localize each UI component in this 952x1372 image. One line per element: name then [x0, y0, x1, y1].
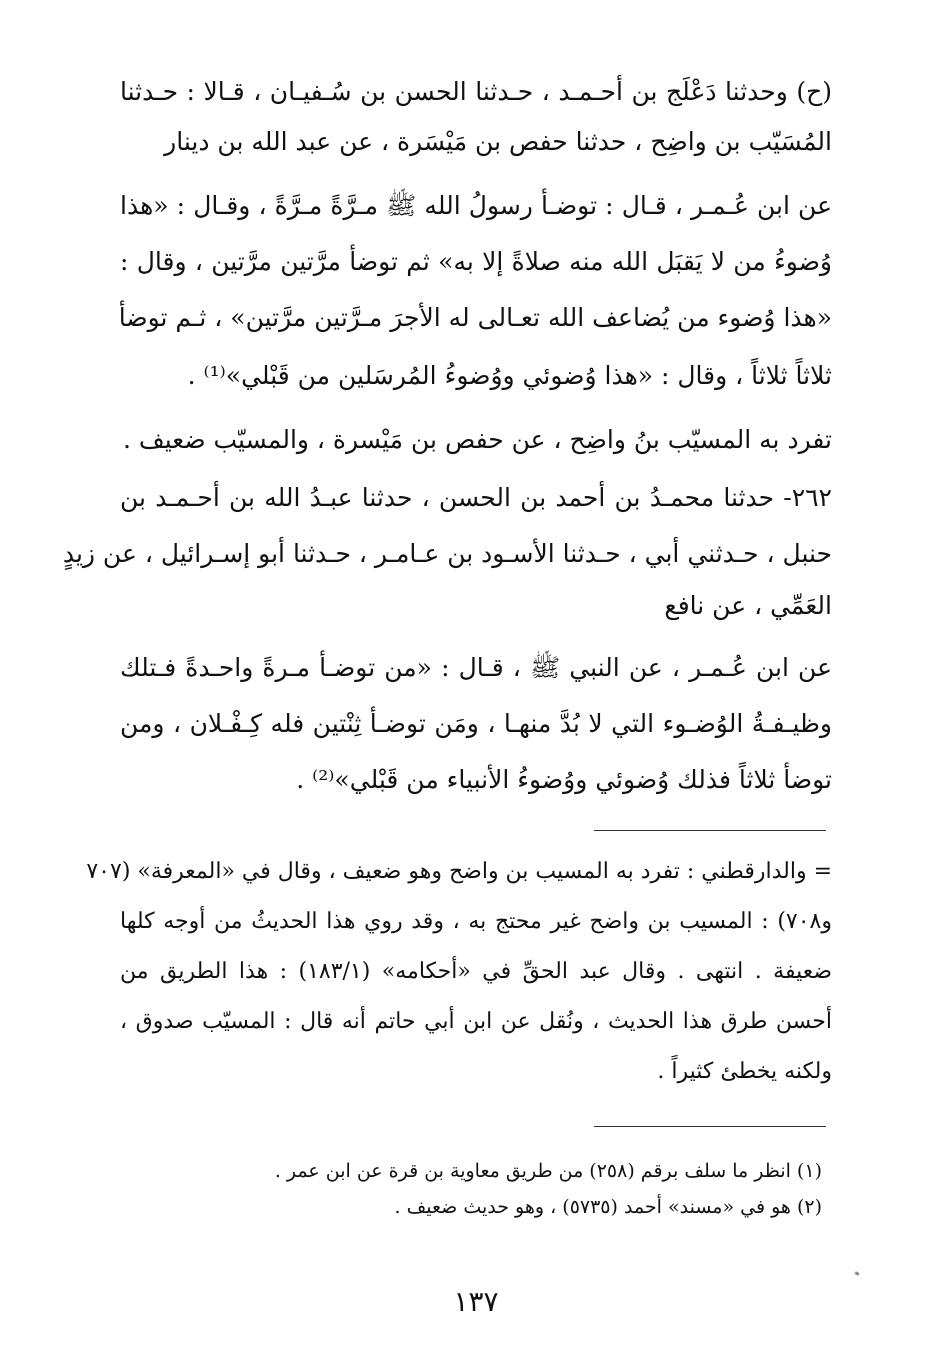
page-number: ١٣٧: [453, 1285, 499, 1318]
main-line: (ح) وحدثنا دَعْلَج بن أحـمـد ، حـدثنا الحسن بن سُـفيـان ، قـالا : حـدثنا: [120, 77, 832, 106]
main-line: وُضوءُ من لا يَقبَل الله منه صلاةً إلا به» ثم توضأ مرَّتين مرَّتين ، وقال :: [120, 247, 832, 276]
footnote-separator: [594, 830, 826, 831]
main-line: تفرد به المسيّب بنُ واضِح ، عن حفص بن مَيْسرة ، والمسيّب ضعيف .: [122, 425, 832, 454]
footnote-separator: [594, 1126, 826, 1127]
main-line: «هذا وُضوء من يُضاعف الله تعـالى له الأجرَ مـرَّتين مرَّتين» ، ثـم توضأ: [118, 303, 832, 332]
main-line: عن ابن عُـمـر ، قـال : توضـأ رسولُ الله ﷺ مـرَّةً مـرَّةً ، وقـال : «هذا: [120, 191, 832, 220]
footnote-item: (١) انظر ما سلف برقم (٢٥٨) من طريق معاوية بن قرة عن ابن عمر .: [274, 1160, 822, 1182]
main-line: عن ابن عُـمـر ، عن النبي ﷺ ، قـال : «من توضـأ مـرةً واحـدةً فـتلك: [120, 653, 832, 682]
main-line: العَمِّي ، عن نافع: [664, 591, 832, 620]
main-line: توضأ ثلاثاً فذلك وُضوئي ووُضوءُ الأنبياء من قَبْلي»⁽²⁾ .: [296, 765, 832, 794]
scan-speck: [855, 1271, 860, 1276]
footnote-line: ضعيفة . انتهى . وقال عبد الحقِّ في «أحكامه» (١٨٣/١) : هذا الطريق من: [120, 959, 832, 984]
footnote-line: و٧٠٨) : المسيب بن واضح غير محتج به ، وقد روي هذا الحديثُ من أوجه كلها: [120, 909, 832, 934]
footnote-item: (٢) هو في «مسند» أحمد (٥٧٣٥) ، وهو حديث ضعيف .: [394, 1196, 822, 1218]
main-line: ثلاثاً ثلاثاً ، وقال : «هذا وُضوئي ووُضوءُ المُرسَلين من قَبْلي»⁽¹⁾ .: [187, 361, 832, 390]
footnote-line: أحسن طرق هذا الحديث ، ونُقل عن ابن أبي حاتم أنه قال : المسيّب صدوق ،: [120, 1009, 832, 1034]
main-line: وظيـفـةُ الوُضـوء التي لا بُدَّ منهـا ، ومَن توضـأ ثِنْتين فله كِـفْـلان ، ومن: [120, 709, 832, 738]
footnote-line: ولكنه يخطئ كثيراً .: [657, 1059, 832, 1084]
main-line: المُسَيّب بن واضِح ، حدثنا حفص بن مَيْسَرة ، عن عبد الله بن دينار: [164, 127, 832, 156]
main-line: حنبل ، حـدثني أبي ، حـدثنا الأسـود بن عـامـر ، حـدثنا أبو إسـرائيل ، عن زيدٍ: [62, 539, 832, 568]
footnote-line: = والدارقطني : تفرد به المسيب بن واضح وهو ضعيف ، وقال في «المعرفة» (٧٠٧: [86, 859, 832, 884]
main-line: ٢٦٢- حدثنا محمـدُ بن أحمد بن الحسن ، حدثنا عبـدُ الله بن أحـمـد بن: [120, 483, 832, 512]
